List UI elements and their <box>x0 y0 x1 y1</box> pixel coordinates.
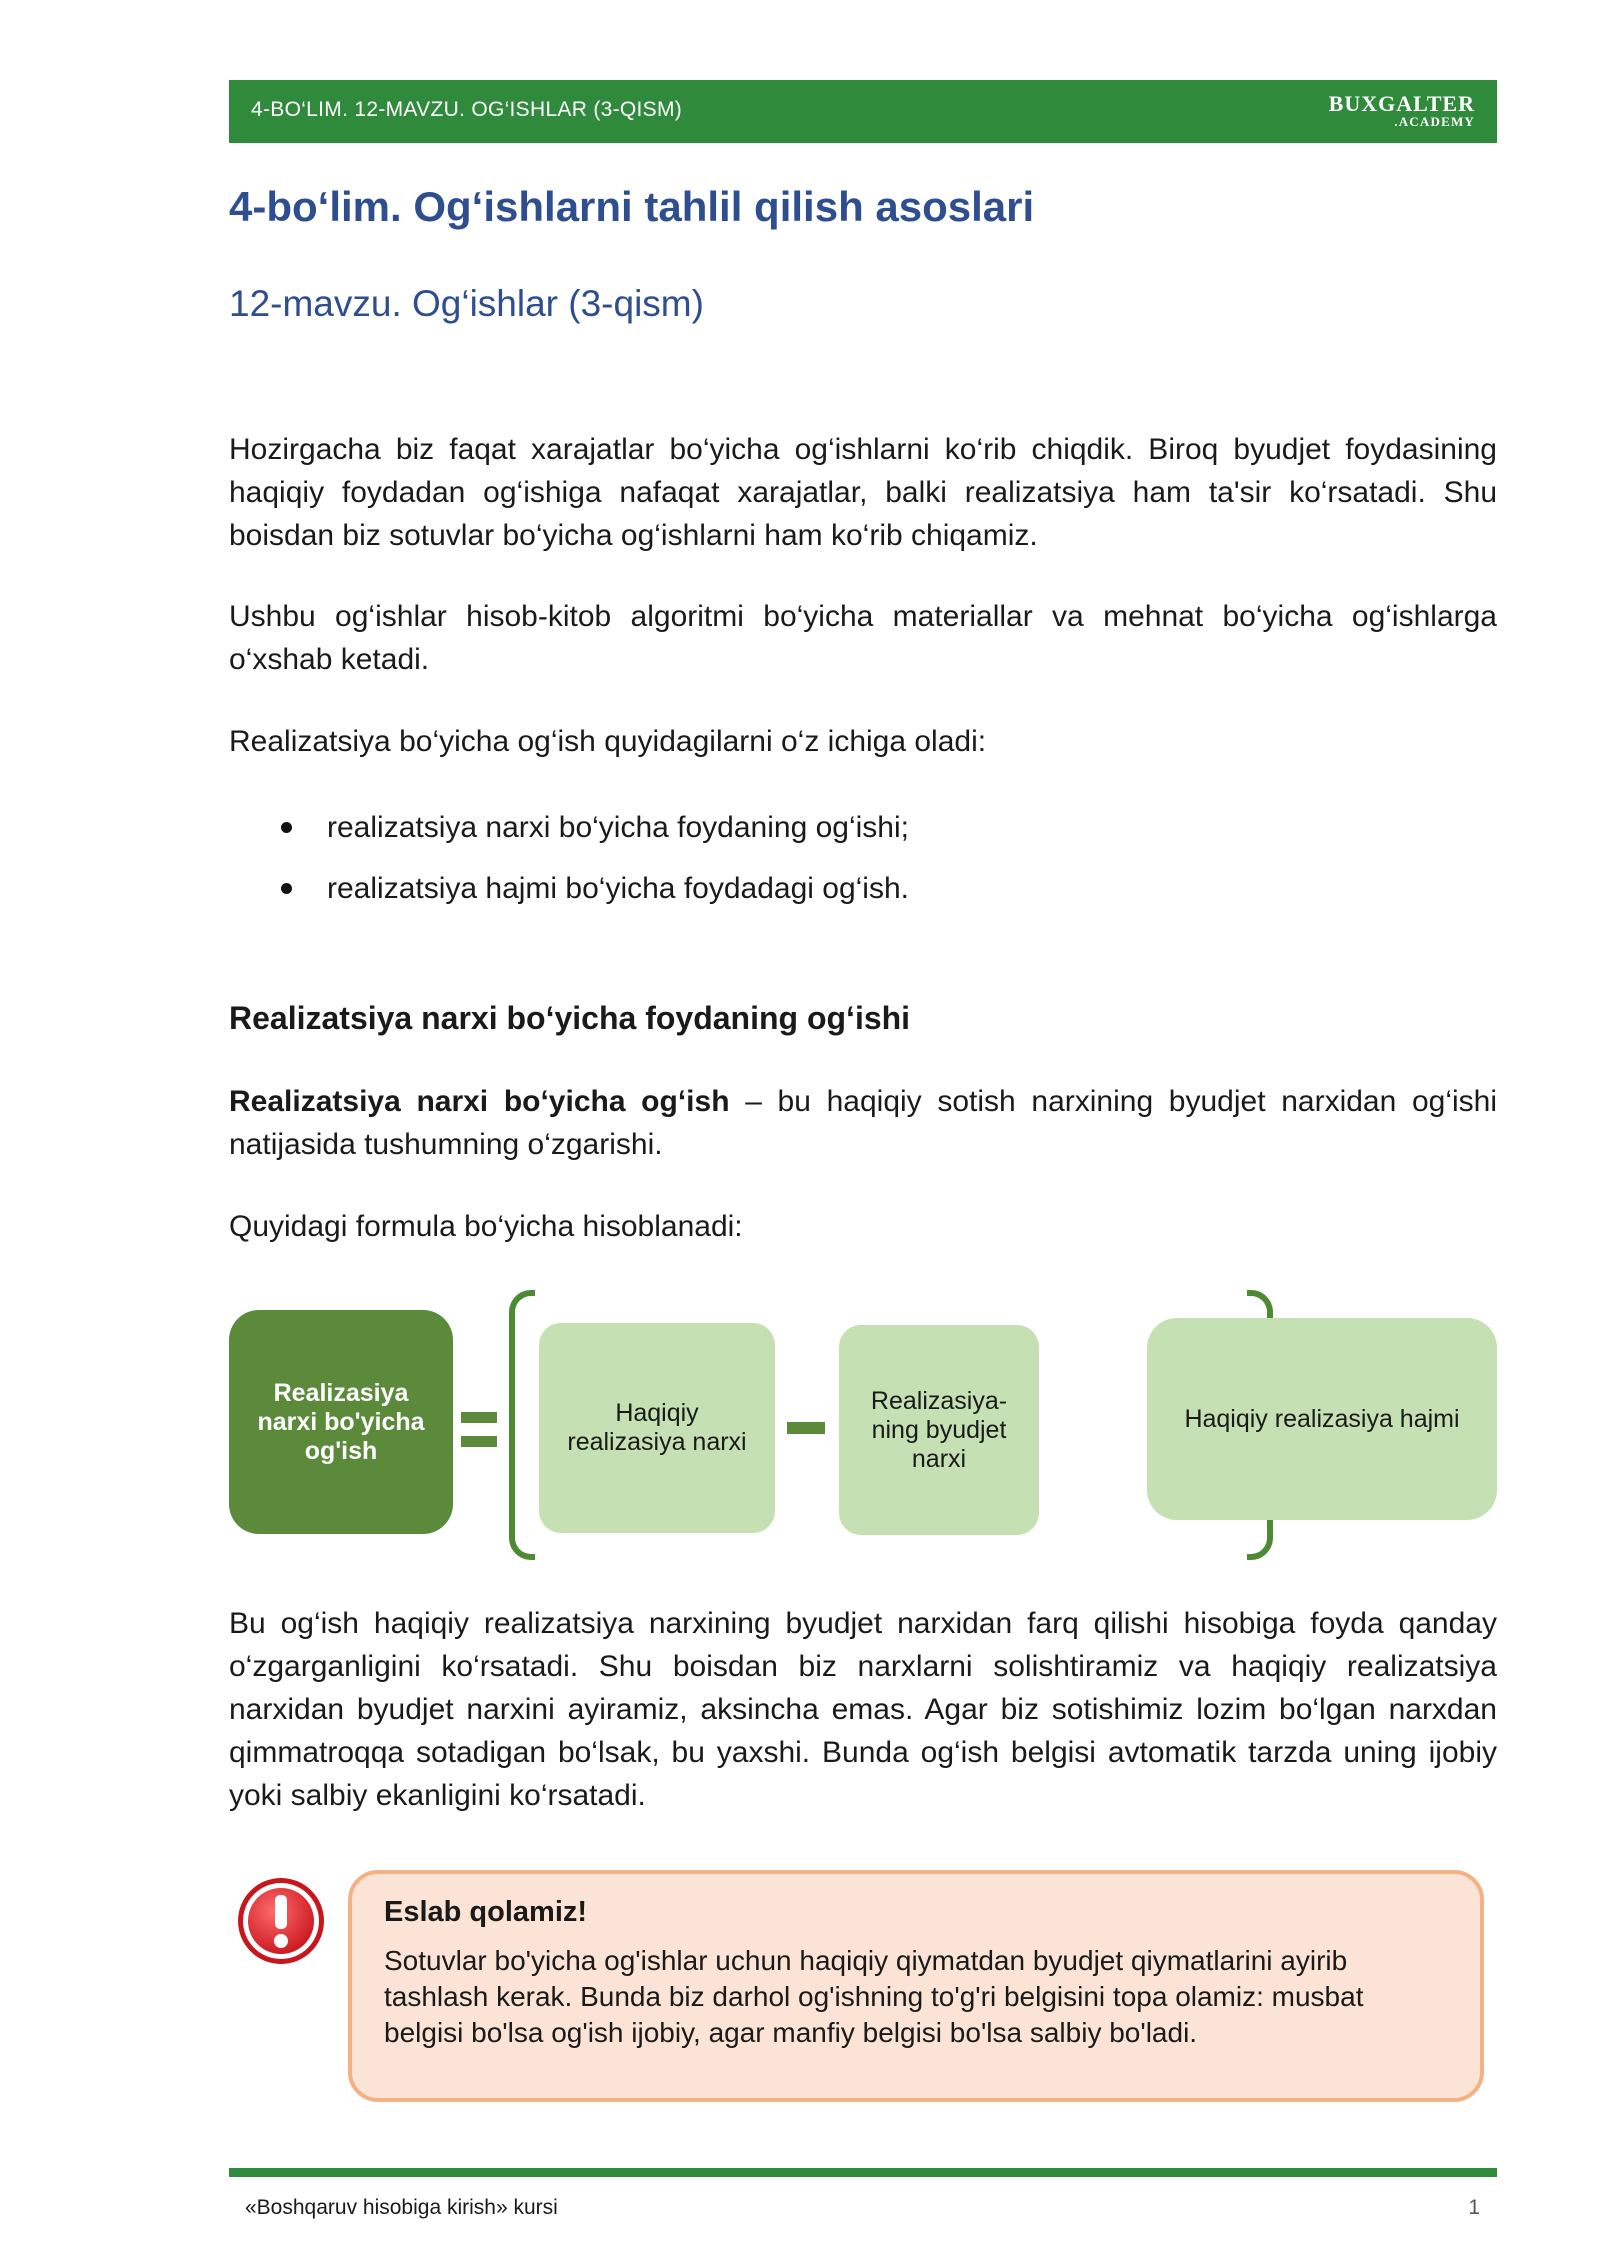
bullet-list <box>229 806 1497 928</box>
paragraph-formula-intro: Quyidagi formula bo‘yicha hisoblanadi: <box>229 1210 743 1243</box>
paragraph-includes: Realizatsiya bo‘yicha og‘ish quyidagilarni o‘z ichiga oladi: <box>229 725 987 758</box>
alert-icon <box>235 1875 327 1967</box>
list-item: realizatsiya narxi bo‘yicha foydaning og‘ishi; <box>229 806 1497 849</box>
paragraph-algorithm: Ushbu og‘ishlar hisob-kitob algoritmi bo‘yicha materiallar va mehnat bo‘yicha og‘ishlarga o‘xshab ketadi. <box>229 600 1497 676</box>
paragraph-explanation: Bu og‘ish haqiqiy realizatsiya narxining byudjet narxidan farq qilishi hisobiga foyda qanday o‘zgarganligini ko‘rsatadi. Shu boisdan biz narxlarni solishtiramiz va haqiqiy realizatsiya narxidan byudjet narxini ayiramiz, aksincha emas. Agar biz sotishimiz lozim bo‘lgan narxdan qimmatroqqa sotadigan bo‘lsak, bu yaxshi. Bunda og‘ish belgisi avtomatik tarzda uning ijobiy yoki salbiy ekanligini ko‘rsatadi. <box>229 1607 1497 1812</box>
brand-logo <box>1329 93 1475 128</box>
definition-text: – bu haqiqiy sotish narxining byudjet narxidan og‘ishi natijasida tushumning o‘zgarishi. <box>229 1085 1498 1161</box>
note-box <box>348 1870 1484 2102</box>
page-number: 1 <box>1468 2196 1480 2219</box>
page-subtitle: 12-mavzu. Og‘ishlar (3-qism) <box>229 283 704 324</box>
brand-sub: .ACADEMY <box>1394 114 1475 129</box>
footer-line <box>229 2168 1497 2177</box>
note-text: Sotuvlar bo'yicha og'ishlar uchun haqiqiy qiymatdan byudjet qiymatlarini ayirib tashlash kerak. Bunda biz darhol og'ishning to'g'ri belgisini topa olamiz: musbat belgisi bo'lsa og'ish ijobiy, agar manfiy belgisi bo'lsa salbiy bo'ladi. <box>384 1945 1364 2048</box>
footer-course: «Boshqaruv hisobiga kirish» kursi <box>245 2196 558 2219</box>
list-item: realizatsiya hajmi bo‘yicha foydadagi og‘ish. <box>229 867 1497 910</box>
formula-actual-volume-box: Haqiqiy realizasiya hajmi <box>1147 1318 1497 1520</box>
definition-term: Realizatsiya narxi bo‘yicha og‘ish <box>229 1085 730 1118</box>
page-title: 4-bo‘lim. Og‘ishlarni tahlil qilish asoslari <box>229 183 1035 230</box>
header-title: 4-BO‘LIM. 12-MAVZU. OG‘ISHLAR (3-QISM) <box>251 98 683 121</box>
section-heading: Realizatsiya narxi bo‘yicha foydaning og‘ishi <box>229 1000 911 1036</box>
header-bar <box>229 80 1497 143</box>
paragraph-intro: Hozirgacha biz faqat xarajatlar bo‘yicha og‘ishlarni ko‘rib chiqdik. Biroq byudjet foydasining haqiqiy foydadan og‘ishiga nafaqat xarajatlar, balki realizatsiya ham ta'sir ko‘rsatadi. Shu boisdan biz sotuvlar bo‘yicha og‘ishlarni ham ko‘rib chiqamiz. <box>229 433 1497 552</box>
note-title: Eslab qolamiz! <box>384 1896 588 1928</box>
minus-icon <box>787 1422 825 1434</box>
left-bracket <box>509 1290 535 1560</box>
formula-actual-price-box: Haqiqiy realizasiya narxi <box>539 1323 775 1533</box>
formula-result-box: Realizasiya narxi bo'yicha og'ish <box>229 1310 453 1534</box>
paragraph-definition <box>229 1080 1497 1166</box>
equals-icon <box>461 1412 497 1450</box>
brand-name: BUXGALTER <box>1328 91 1475 116</box>
formula-diagram <box>229 1290 1497 1560</box>
formula-budget-price-box: Realizasiya-ning byudjet narxi <box>839 1325 1039 1535</box>
